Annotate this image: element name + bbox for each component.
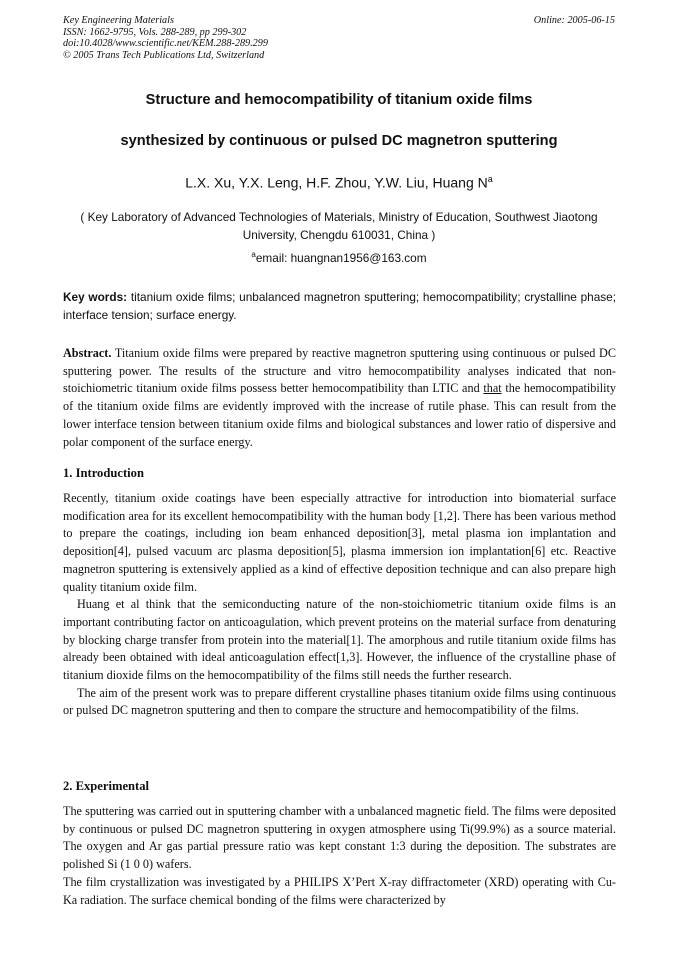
- email-superscript: a: [251, 250, 256, 259]
- abstract: [63, 345, 616, 451]
- abstract-underlined-word: that: [483, 381, 502, 396]
- abstract-label: Abstract.: [63, 346, 112, 360]
- paper-title-line-1: Structure and hemocompatibility of titanium oxide films: [145, 92, 533, 108]
- exp-paragraph-1: The sputtering was carried out in sputtering chamber with a unbalanced magnetic field. The films were deposited by continuous or pulsed DC magnetron sputtering in oxygen atmosphere using Ti(99.9%) as a source material. The oxygen and Ar gas partial pressure ratio was kept constant 1:3 during the deposition. The substrates are polished Si (1 0 0) wafers.: [63, 804, 616, 872]
- abstract-text-b: the hemocompatibility of the titanium oxide films are evidently improved with the increase of rutile phase. This can result from the lower interface tension between titanium oxide films and biological substances and lower ratio of dispersive and polar component of the surface energy.: [63, 381, 616, 449]
- author-email: [40, 250, 638, 265]
- affiliation: ( Key Laboratory of Advanced Technologies of Materials, Ministry of Education, Southwest Jiaotong University, Chengdu 610031, China ): [80, 210, 598, 242]
- abstract-text-a: Titanium oxide films were prepared by reactive magnetron sputtering using continuous or pulsed DC sputtering power. The results of the structure and vitro hemocompatibility analyses indicated that non-stoichiometric titanium oxide films possess better hemocompatibility than LTIC and: [63, 346, 616, 396]
- intro-paragraph-1: Recently, titanium oxide coatings have been especially attractive for introduction into biomaterial surface modification area for its excellent hemocompatibility with the human body [1,2]. There has been various method to prepare the coatings, including ion beam enhanced deposition[3], metal plasma ion implantation and deposition[4], pulsed vacuum arc plasma deposition[5], plasma immersion ion implantation[6] etc. Reactive magnetron sputtering is extensively applied as a kind of effective deposition technique and can also prepare high quality titanium oxide film.: [63, 491, 616, 594]
- section-heading-experimental: 2. Experimental: [63, 779, 150, 793]
- author-names: L.X. Xu, Y.X. Leng, H.F. Zhou, Y.W. Liu, Huang N: [185, 174, 488, 191]
- keywords: [63, 289, 616, 324]
- introduction-body: [63, 490, 616, 720]
- paper-title-line-2: synthesized by continuous or pulsed DC magnetron sputtering: [120, 133, 558, 149]
- email-text: email: huangnan1956@163.com: [255, 250, 427, 265]
- journal-name: Key Engineering Materials: [63, 15, 174, 26]
- copyright-line: © 2005 Trans Tech Publications Ltd, Switzerland: [63, 49, 265, 61]
- online-date: Online: 2005-06-15: [533, 15, 615, 26]
- doi-line: doi:10.4028/www.scientific.net/KEM.288-289.299: [63, 38, 268, 50]
- keywords-text: titanium oxide films; unbalanced magnetron sputtering; hemocompatibility; crystalline phase; interface tension; surface energy.: [63, 290, 617, 322]
- keywords-label: Key words:: [63, 290, 128, 304]
- exp-paragraph-2: The film crystallization was investigated by a PHILIPS X’Pert X-ray diffractometer (XRD) operating with Cu-Ka radiation. The surface chemical bonding of the films were characterized by: [63, 874, 616, 907]
- author-superscript: a: [487, 174, 493, 184]
- section-heading-introduction: 1. Introduction: [63, 466, 144, 480]
- journal-header: [63, 15, 268, 61]
- issn-line: ISSN: 1662-9795, Vols. 288-289, pp 299-302: [63, 26, 247, 38]
- experimental-body: [63, 803, 616, 909]
- author-list: [40, 174, 638, 191]
- intro-paragraph-2: Huang et al think that the semiconducting nature of the non-stoichiometric titanium oxide films is an important contributing factor on anticoagulation, which prevent proteins on the material surface from denaturing by blocking charge transfer from protein into the material[1]. The amorphous and rutile titanium oxide films has already been obtained with ideal anticoagulation effect[1,3]. However, the influence of the crystalline phase of titanium dioxide films on the hemocompatibility of the films still needs the further research.: [63, 597, 616, 683]
- intro-paragraph-3: The aim of the present work was to prepare different crystalline phases titanium oxide films using continuous or pulsed DC magnetron sputtering and then to compare the structure and hemocompatibility of the films.: [63, 685, 616, 718]
